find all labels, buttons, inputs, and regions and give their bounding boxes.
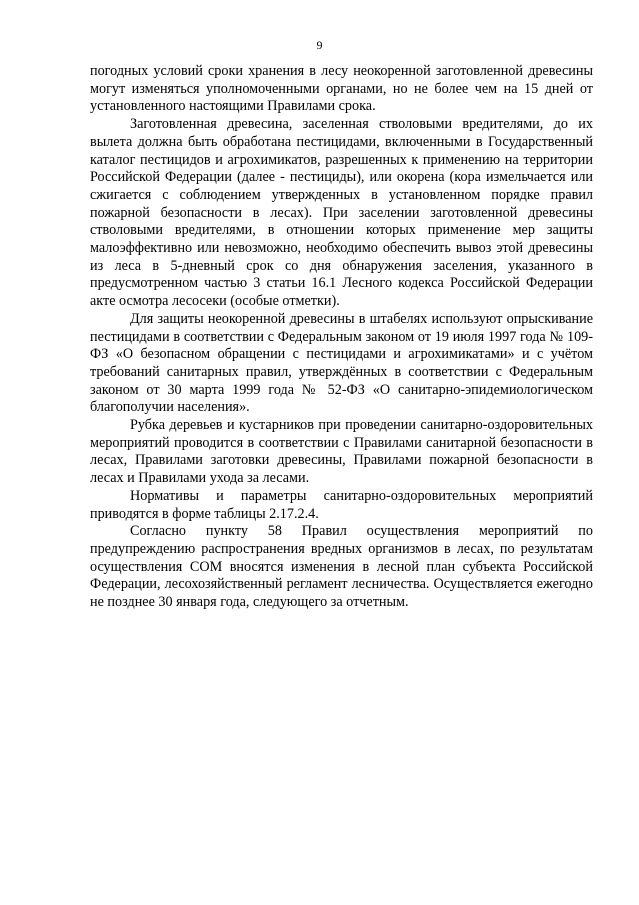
paragraph-continuation-storage-terms: погодных условий сроки хранения в лесу неокоренной заготовленной древесины могут изменяться уполномоченными органами, но не более чем на 15 дней от установленного настоящими Правилами срока. [90, 63, 593, 115]
body-text [90, 63, 593, 612]
paragraph-stack-spraying: Для защиты неокоренной древесины в штабелях используют опрыскивание пестицидами в соответствии с Федеральным законом от 19 июля 1997 года № 109-ФЗ «О безопасном обращении с пестицидами и агрохимикатами» и с учётом требований санитарных правил, утверждённых в соответствии с Федеральным законом от 30 марта 1999 года № 52-ФЗ «О санитарно-эпидемиологическом благополучии населения». [90, 310, 593, 416]
paragraph-sanitary-felling: Рубка деревьев и кустарников при проведении санитарно-оздоровительных мероприятий проводится в соответствии с Правилами санитарной безопасности в лесах, Правилами заготовки древесины, Правилами пожарной безопасности в лесах и Правилами ухода за лесами. [90, 417, 593, 487]
paragraph-norms-table-reference: Нормативы и параметры санитарно-оздоровительных мероприятий приводятся в форме таблицы 2.17.2.4. [90, 487, 593, 522]
paragraph-infested-timber: Заготовленная древесина, заселенная стволовыми вредителями, до их вылета должна быть обработана пестицидами, включенными в Государственный каталог пестицидов и агрохимикатов, разрешенных к применению на территории Российской Федерации (далее - пестициды), или окорена (кора измельчается или сжигается с соблюдением утвержденных в установленном порядке правил пожарной безопасности в лесах). При заселении заготовленной древесины стволовыми вредителями, в отношении которых применение мер защиты малоэффективно или невозможно, необходимо обеспечить вывоз этой древесины из леса в 5-дневный срок со дня обнаружения заселения, указанного в предусмотренном частью 3 статьи 16.1 Лесного кодекса Российской Федерации акте осмотра лесосеки (особые отметки). [90, 116, 593, 310]
page-number: 9 [316, 38, 323, 52]
paragraph-forest-plan-changes: Согласно пункту 58 Правил осуществления мероприятий по предупреждению распространения вредных организмов в лесах, по результатам осуществления СОМ вносятся изменения в лесной план субъекта Российской Федерации, лесохозяйственный регламент лесничества. Осуществляется ежегодно не позднее 30 января года, следующего за отчетным. [90, 523, 593, 611]
